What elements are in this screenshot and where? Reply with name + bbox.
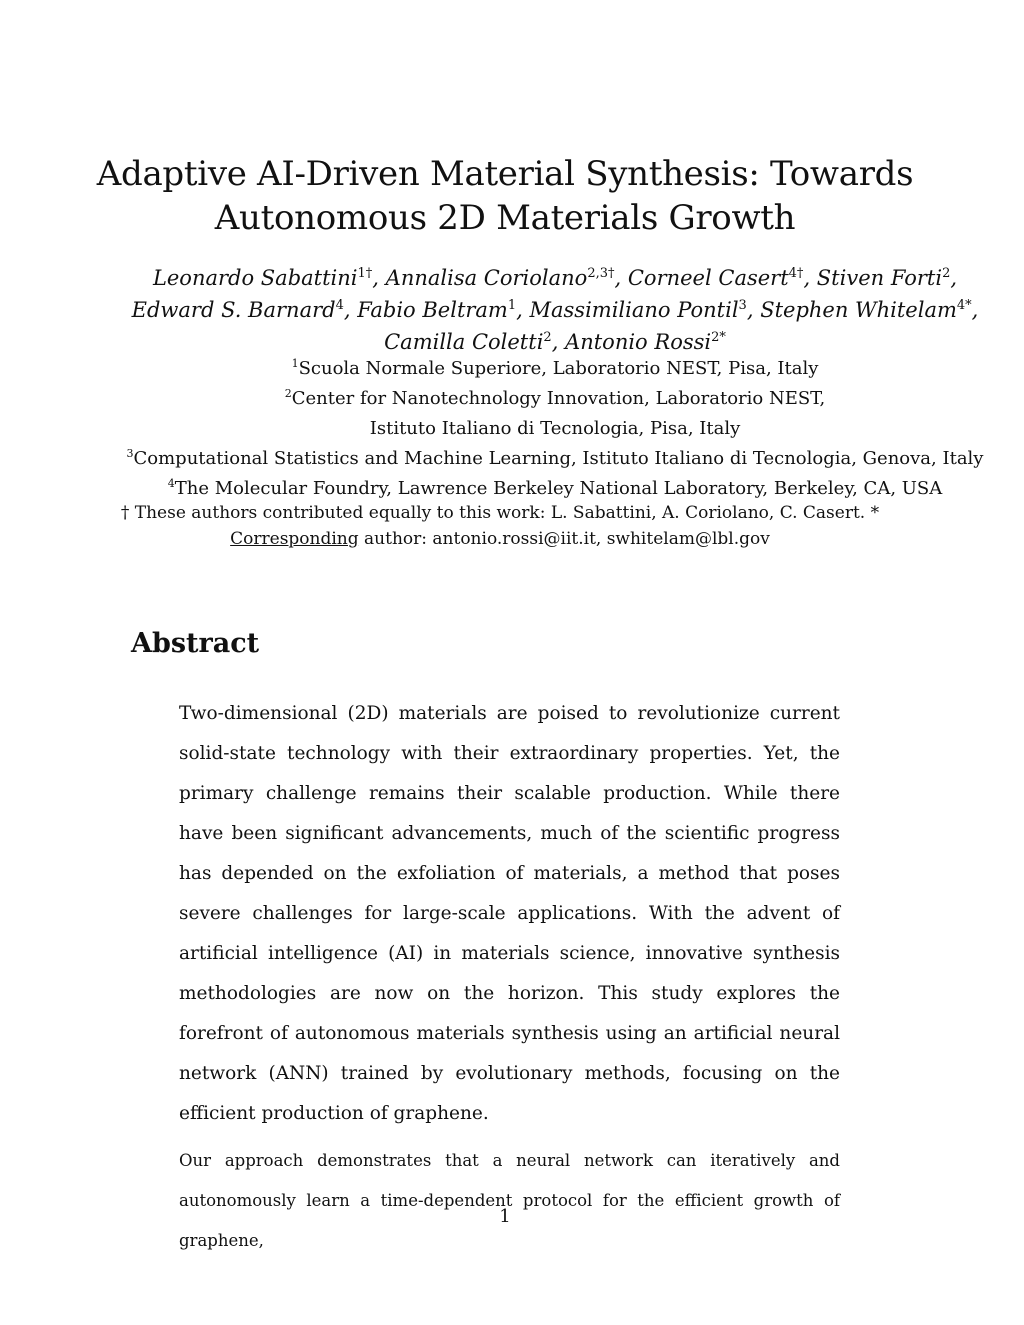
author-separator: , [746,298,761,322]
author-affiliation-mark: 4* [956,298,972,313]
page-number: 1 [499,1206,511,1227]
author-name: Fabio Beltram [357,298,508,322]
author-affiliation-mark: 4 [335,298,344,313]
author-affiliation-mark: 2 [543,330,552,345]
affiliation-number: 4 [167,477,175,490]
affiliation-text-continued: Istituto Italiano di Tecnologia, Pisa, Italy [369,418,741,439]
abstract-paragraph-2: Our approach demonstrates that a neural network can iteratively and autonomously learn a time-dependent protocol for the efficient growth of graphene, [179,1151,840,1250]
title-line-2: Autonomous 2D Materials Growth [214,198,796,238]
author-affiliation-mark: 4† [788,266,804,281]
corresponding-link[interactable]: Corresponding [230,529,359,549]
affiliation-1 [0,354,1024,384]
paper-title [0,152,1010,240]
affiliation-number: 1 [291,357,299,370]
author-affiliation-mark: 2* [711,330,726,345]
author-affiliation-mark: 2,3† [587,266,615,281]
author-name: Stephen Whitelam [760,298,957,322]
author-separator: , [614,266,628,290]
affiliation-2 [0,384,1024,444]
affiliation-text: The Molecular Foundry, Lawrence Berkeley National Laboratory, Berkeley, CA, USA [174,478,943,499]
author-affiliation-mark: 1† [357,266,373,281]
affiliation-number: 3 [126,447,134,460]
abstract-paragraph-1: Two-dimensional (2D) materials are poised to revolutionize current solid-state technology with their extraordinary properties. Yet, the primary challenge remains their scalable production. While there have been significant advancements, much of the scientific progress has depended on the exfoliation of materials, a method that poses severe challenges for large-scale applications. With the advent of artificial intelligence (AI) in materials science, innovative synthesis methodologies are now on the horizon. This study explores the forefront of autonomous materials synthesis using an artificial neural network (ANN) trained by evolutionary methods, focusing on the efficient production of graphene. [179,703,840,1124]
affiliation-text: Computational Statistics and Machine Learning, Istituto Italiano di Tecnologia, Genova, Italy [133,448,984,469]
author-name: Massimiliano Pontil [529,298,739,322]
author-separator: , [551,330,566,354]
author-name: Leonardo Sabattini [152,266,358,290]
author-name: Edward S. Barnard [131,298,336,322]
corresponding-emails: author: antonio.rossi@iit.it, swhitelam@lbl.gov [358,529,770,549]
title-line-1: Adaptive AI-Driven Material Synthesis: Towards [96,154,914,194]
author-separator: , [950,266,958,290]
author-separator: , [372,266,386,290]
author-name: Corneel Casert [627,266,789,290]
author-affiliation-mark: 3 [738,298,747,313]
author-separator: , [343,298,358,322]
author-name: Camilla Coletti [384,330,544,354]
author-name: Antonio Rossi [565,330,712,354]
affiliation-3 [0,444,1024,474]
author-affiliation-mark: 1 [507,298,517,313]
author-separator: , [803,266,817,290]
corresponding-author-note [0,526,1000,552]
author-affiliation-mark: 2 [942,266,951,281]
affiliation-text: Scuola Normale Superiore, Laboratorio NEST, Pisa, Italy [298,358,819,379]
author-name: Annalisa Coriolano [385,266,588,290]
abstract-heading: Abstract [131,628,260,659]
affiliation-number: 2 [284,387,292,400]
author-separator: , [971,298,979,322]
affiliation-text: Center for Nanotechnology Innovation, Laboratorio NEST, [291,388,826,409]
author-list [0,262,1024,358]
author-name: Stiven Forti [816,266,943,290]
author-separator: , [516,298,530,322]
equal-contribution-note: † These authors contributed equally to this work: L. Sabattini, A. Coriolano, C. Casert. * [120,503,880,523]
abstract-body [179,694,840,1268]
